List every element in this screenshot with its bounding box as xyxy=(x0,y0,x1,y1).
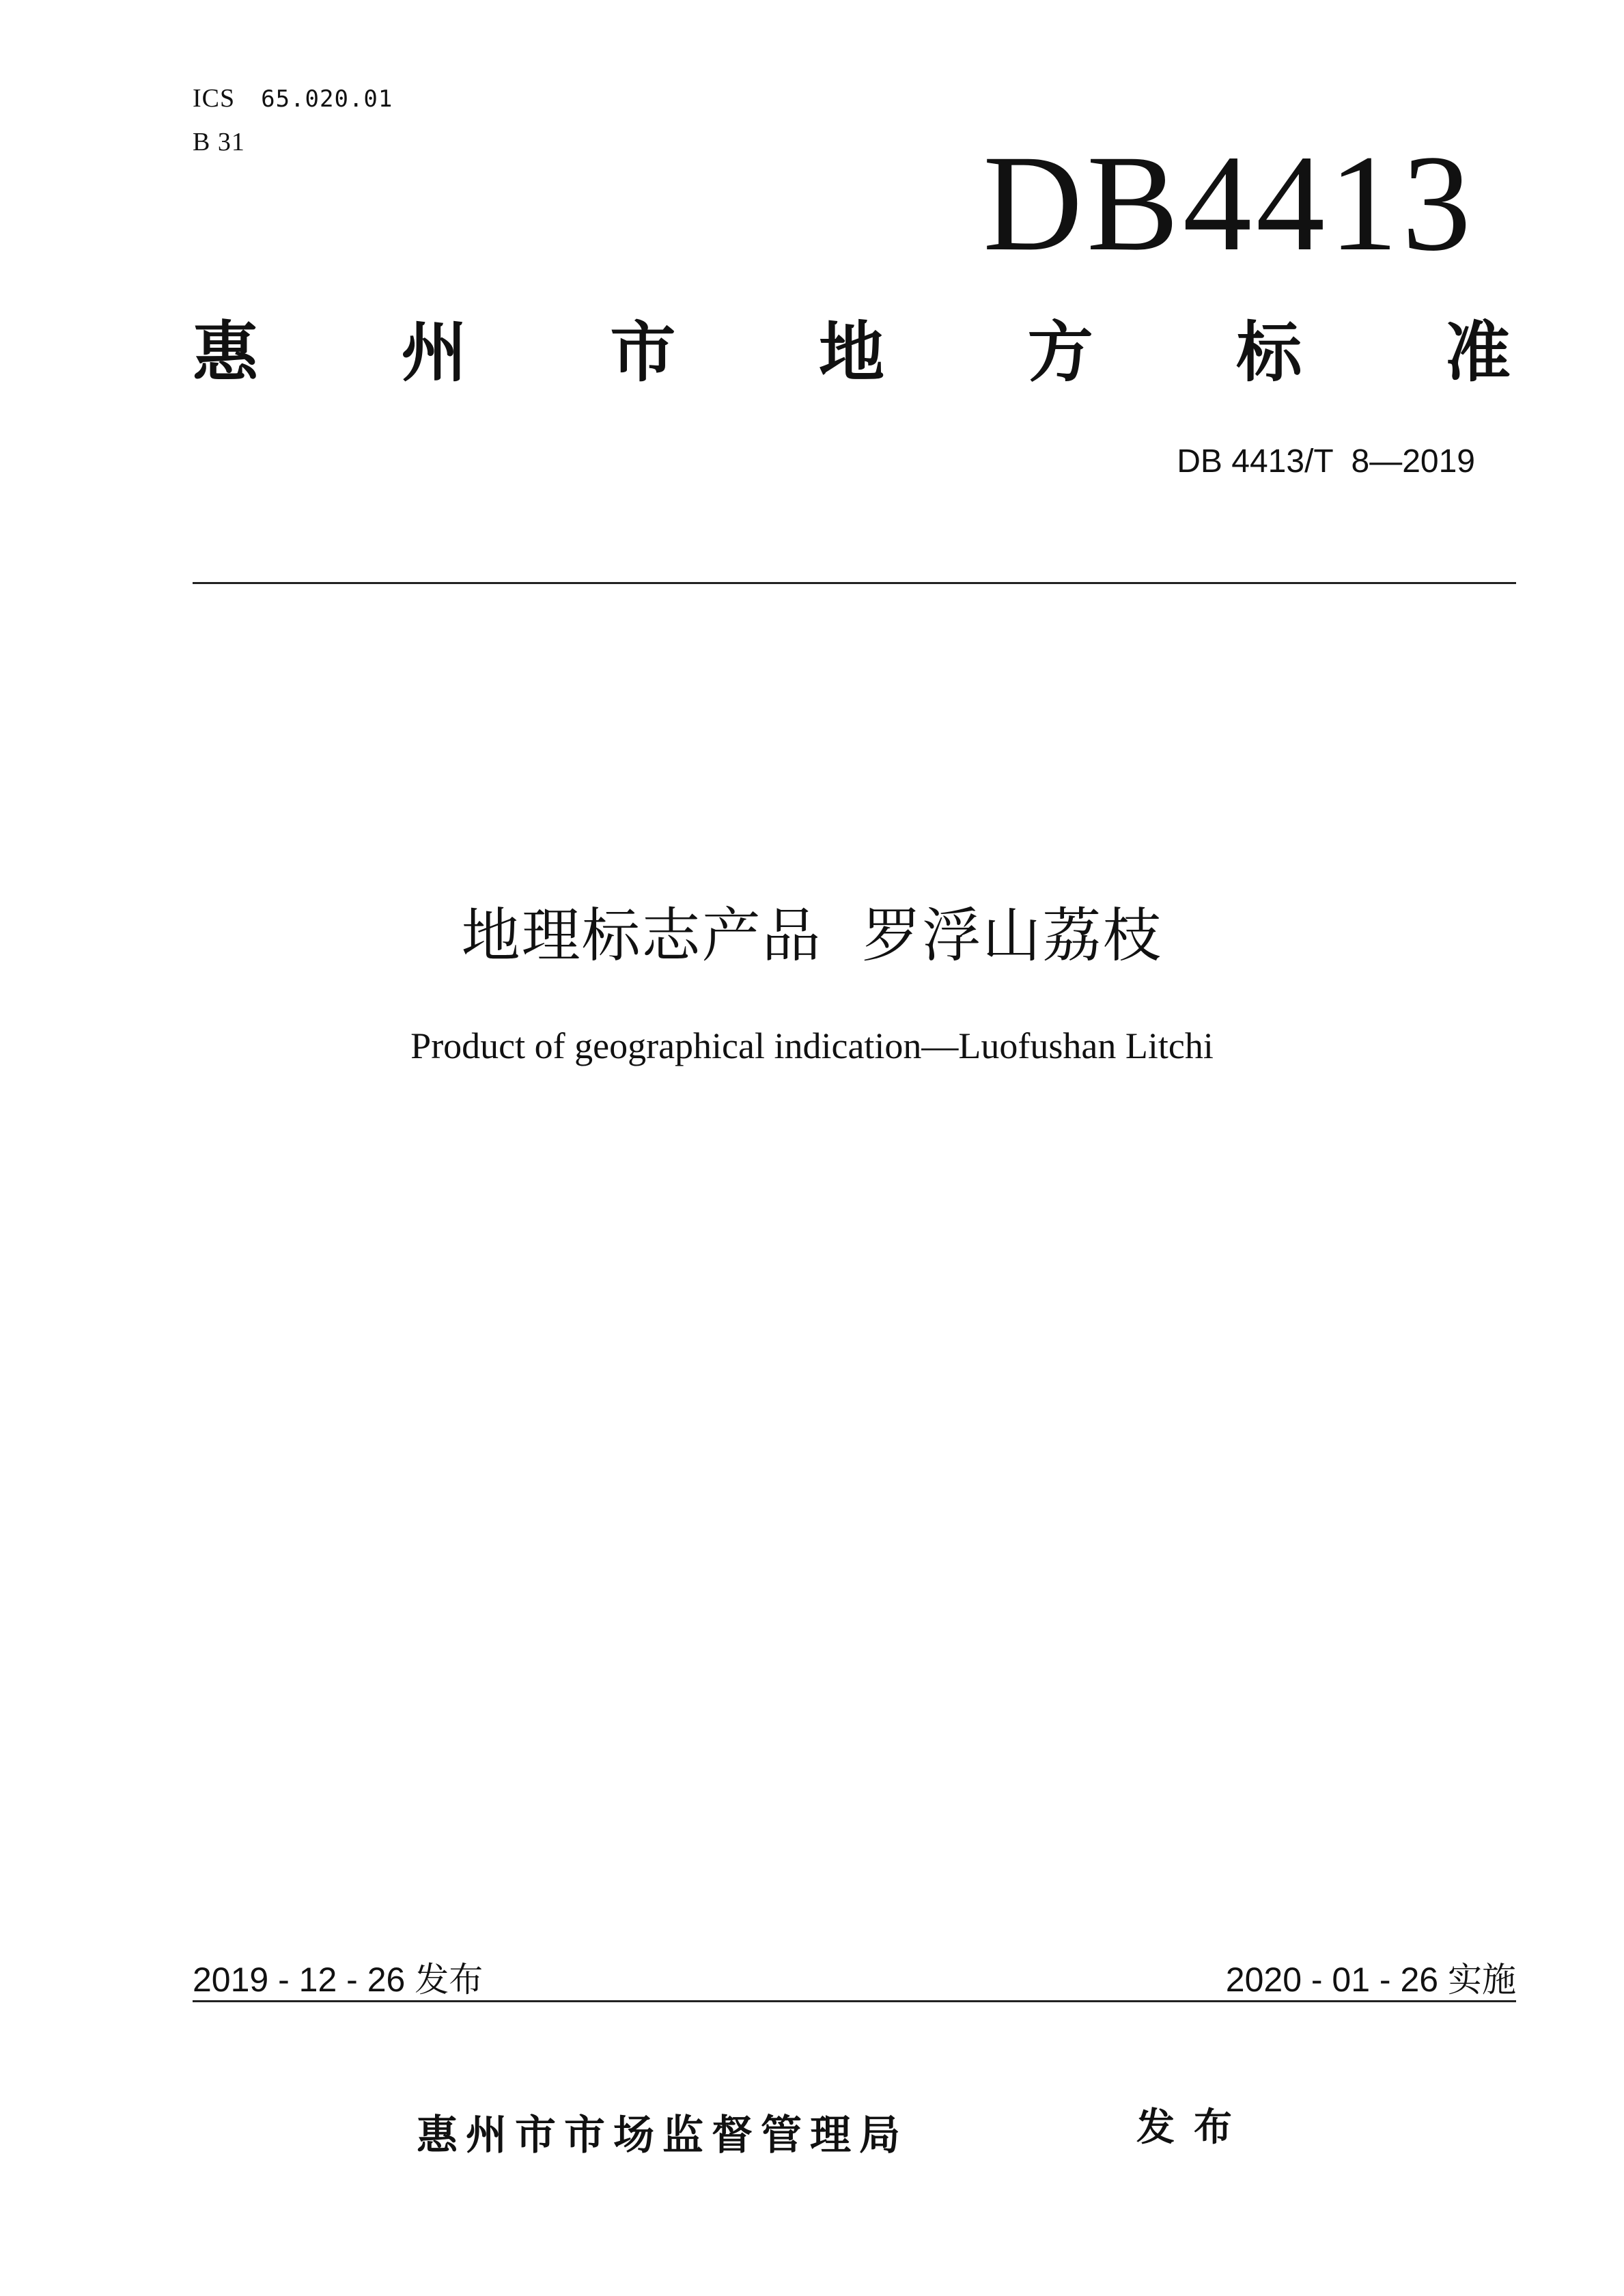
footer-divider xyxy=(193,2000,1516,2002)
standard-type-heading xyxy=(193,314,1511,391)
standard-type-char: 州 xyxy=(401,314,467,391)
standard-code-logo: DB4413 xyxy=(983,126,1475,279)
standard-type-char: 准 xyxy=(1444,314,1511,391)
standard-type-char: 标 xyxy=(1236,314,1302,391)
standard-number: DB 4413/T 8—2019 xyxy=(1177,443,1475,480)
document-title-english: Product of geographical indication—Luofushan Litchi xyxy=(410,1025,1214,1066)
standard-type-char: 方 xyxy=(1027,314,1093,391)
implementation-date: 2020 - 01 - 26 实施 xyxy=(1225,1961,1516,1999)
ics-label: ICS xyxy=(193,84,236,113)
header-divider xyxy=(193,582,1516,584)
standard-type-char: 惠 xyxy=(193,314,258,391)
ccs-classification: B 31 xyxy=(193,128,245,156)
issuing-authority: 惠州市市场监督管理局 xyxy=(417,2112,908,2159)
standard-type-char: 市 xyxy=(610,314,676,391)
ics-code: 65.020.01 xyxy=(261,85,393,113)
issue-date: 2019 - 12 - 26 发布 xyxy=(193,1961,484,1999)
ics-classification xyxy=(193,83,393,113)
issue-label: 发布 xyxy=(1136,2105,1251,2150)
standard-type-char: 地 xyxy=(818,314,884,391)
document-title-chinese: 地理标志产品 罗浮山荔枝 xyxy=(461,902,1163,970)
